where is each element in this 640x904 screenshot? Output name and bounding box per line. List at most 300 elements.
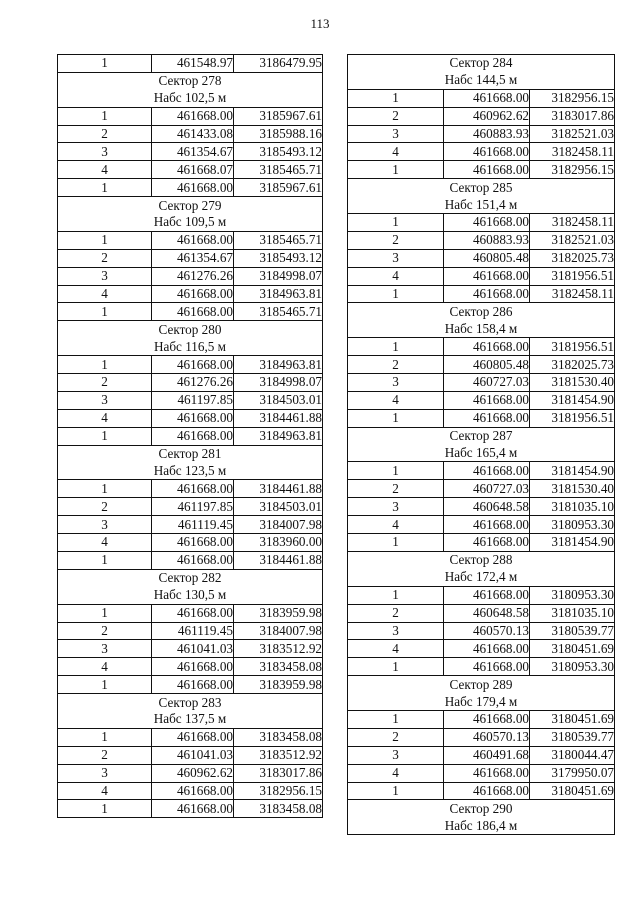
sector-header-row <box>348 179 615 196</box>
coordinate-y: 3184007.98 <box>234 516 323 534</box>
coordinate-y: 3180953.30 <box>530 658 615 676</box>
point-number: 1 <box>348 534 444 552</box>
coordinate-y: 3184963.81 <box>234 356 323 374</box>
table-row <box>58 782 323 800</box>
coordinate-x: 461668.00 <box>152 409 234 427</box>
sector-height: Набс 158,4 м <box>348 320 615 337</box>
sector-height-row <box>348 693 615 710</box>
sector-height-row <box>348 196 615 213</box>
coordinate-y: 3180953.30 <box>530 516 615 534</box>
table-row <box>58 107 323 125</box>
sector-height: Набс 179,4 м <box>348 693 615 710</box>
coordinate-x: 461668.00 <box>444 285 530 303</box>
sector-title: Сектор 287 <box>348 427 615 444</box>
coordinate-x: 461668.00 <box>152 107 234 125</box>
coordinate-x: 460727.03 <box>444 480 530 498</box>
coordinate-x: 461668.00 <box>152 480 234 498</box>
coordinate-x: 461668.00 <box>444 391 530 409</box>
coordinate-x: 461668.00 <box>152 179 234 197</box>
sector-height: Набс 144,5 м <box>348 72 615 89</box>
coordinate-x: 461668.00 <box>152 356 234 374</box>
coordinate-y: 3182521.03 <box>530 125 615 143</box>
coordinate-y: 3180539.77 <box>530 622 615 640</box>
point-number: 1 <box>348 161 444 179</box>
point-number: 3 <box>58 267 152 285</box>
coordinate-x: 461668.00 <box>444 89 530 107</box>
coordinate-y: 3179950.07 <box>530 764 615 782</box>
coordinate-y: 3183458.08 <box>234 728 323 746</box>
table-row <box>348 338 615 356</box>
coordinate-y: 3184461.88 <box>234 409 323 427</box>
table-body-right <box>348 55 615 835</box>
sector-title: Сектор 290 <box>348 800 615 817</box>
coordinate-y: 3183458.08 <box>234 658 323 676</box>
point-number: 3 <box>348 249 444 267</box>
table-row <box>58 604 323 622</box>
coordinate-x: 460648.58 <box>444 604 530 622</box>
point-number: 2 <box>348 231 444 249</box>
coordinate-x: 461668.00 <box>152 800 234 818</box>
sector-height: Набс 130,5 м <box>58 587 323 604</box>
table-row <box>58 516 323 534</box>
table-row <box>348 391 615 409</box>
coordinate-y: 3181956.51 <box>530 409 615 427</box>
coordinate-x: 460727.03 <box>444 374 530 392</box>
coordinate-y: 3185465.71 <box>234 231 323 249</box>
table-row <box>58 143 323 161</box>
table-row <box>58 800 323 818</box>
point-number: 4 <box>58 285 152 303</box>
sector-height: Набс 137,5 м <box>58 711 323 728</box>
coordinate-x: 460962.62 <box>444 107 530 125</box>
table-row <box>348 728 615 746</box>
coordinate-y: 3184503.01 <box>234 498 323 516</box>
coordinate-y: 3182025.73 <box>530 356 615 374</box>
point-number: 1 <box>348 214 444 232</box>
coordinate-x: 461668.00 <box>152 658 234 676</box>
table-row <box>348 161 615 179</box>
table-row <box>58 622 323 640</box>
sector-height: Набс 102,5 м <box>58 90 323 107</box>
coordinate-y: 3185967.61 <box>234 107 323 125</box>
sector-title: Сектор 281 <box>58 445 323 462</box>
table-row <box>348 374 615 392</box>
coordinate-x: 461668.00 <box>444 516 530 534</box>
coordinate-y: 3181530.40 <box>530 374 615 392</box>
point-number: 3 <box>58 516 152 534</box>
point-number: 3 <box>58 640 152 658</box>
sector-height-row <box>58 587 323 604</box>
table-row <box>348 604 615 622</box>
coordinate-y: 3183959.98 <box>234 676 323 694</box>
sector-height-row <box>58 462 323 479</box>
coordinate-x: 461668.00 <box>152 676 234 694</box>
table-row <box>348 640 615 658</box>
sector-title: Сектор 288 <box>348 551 615 568</box>
coordinate-x: 460805.48 <box>444 356 530 374</box>
point-number: 1 <box>58 231 152 249</box>
sector-height: Набс 165,4 м <box>348 445 615 462</box>
point-number: 4 <box>348 143 444 161</box>
coordinate-y: 3181454.90 <box>530 534 615 552</box>
sector-height-row <box>348 445 615 462</box>
table-row <box>58 55 323 73</box>
sector-height: Набс 172,4 м <box>348 569 615 586</box>
table-row <box>58 676 323 694</box>
coordinate-y: 3184007.98 <box>234 622 323 640</box>
coordinate-x: 461041.03 <box>152 640 234 658</box>
coordinate-y: 3182458.11 <box>530 214 615 232</box>
sector-header-row <box>348 55 615 72</box>
point-number: 3 <box>348 746 444 764</box>
point-number: 4 <box>348 764 444 782</box>
table-row <box>348 764 615 782</box>
sector-height-row <box>58 214 323 231</box>
table-row <box>348 746 615 764</box>
point-number: 4 <box>348 640 444 658</box>
table-row <box>348 214 615 232</box>
point-number: 1 <box>58 179 152 197</box>
point-number: 2 <box>348 107 444 125</box>
coordinate-x: 461548.97 <box>152 55 234 73</box>
page-number: 113 <box>310 16 330 31</box>
coordinate-x: 461041.03 <box>152 746 234 764</box>
sector-height-row <box>348 569 615 586</box>
coordinate-x: 461668.00 <box>444 409 530 427</box>
point-number: 1 <box>348 409 444 427</box>
point-number: 1 <box>348 285 444 303</box>
table-row <box>58 534 323 552</box>
point-number: 3 <box>58 764 152 782</box>
point-number: 2 <box>58 498 152 516</box>
point-number: 4 <box>58 534 152 552</box>
coordinate-x: 461433.08 <box>152 125 234 143</box>
coordinate-y: 3181035.10 <box>530 498 615 516</box>
coordinate-x: 460805.48 <box>444 249 530 267</box>
coordinate-x: 461668.00 <box>152 231 234 249</box>
coordinate-x: 461197.85 <box>152 498 234 516</box>
coordinate-y: 3183959.98 <box>234 604 323 622</box>
point-number: 2 <box>58 249 152 267</box>
point-number: 2 <box>58 374 152 392</box>
table-row <box>348 231 615 249</box>
coordinate-y: 3180451.69 <box>530 640 615 658</box>
coordinate-y: 3181035.10 <box>530 604 615 622</box>
table-row <box>348 622 615 640</box>
point-number: 1 <box>58 480 152 498</box>
coordinate-y: 3184963.81 <box>234 285 323 303</box>
point-number: 1 <box>58 551 152 569</box>
coordinate-x: 460648.58 <box>444 498 530 516</box>
point-number: 2 <box>348 604 444 622</box>
sector-header-row <box>348 800 615 817</box>
sector-height: Набс 151,4 м <box>348 196 615 213</box>
coordinate-x: 461119.45 <box>152 622 234 640</box>
coordinate-y: 3180539.77 <box>530 728 615 746</box>
sector-header-row <box>348 303 615 320</box>
sector-header-row <box>58 445 323 462</box>
sector-header-row <box>58 72 323 89</box>
table-row <box>348 285 615 303</box>
coordinate-x: 461668.07 <box>152 161 234 179</box>
coordinate-y: 3182956.15 <box>530 161 615 179</box>
table-row <box>348 267 615 285</box>
coordinate-y: 3180451.69 <box>530 710 615 728</box>
point-number: 3 <box>348 125 444 143</box>
sector-header-row <box>58 569 323 586</box>
coordinate-x: 461668.00 <box>444 161 530 179</box>
point-number: 1 <box>348 586 444 604</box>
point-number: 1 <box>58 800 152 818</box>
coordinate-x: 461668.00 <box>444 764 530 782</box>
point-number: 2 <box>58 746 152 764</box>
point-number: 4 <box>58 658 152 676</box>
coordinate-x: 461668.00 <box>444 640 530 658</box>
table-row <box>348 516 615 534</box>
coordinate-x: 461668.00 <box>444 143 530 161</box>
table-row <box>348 586 615 604</box>
coordinate-y: 3182956.15 <box>530 89 615 107</box>
coordinate-x: 461197.85 <box>152 391 234 409</box>
coordinate-y: 3185465.71 <box>234 161 323 179</box>
coordinate-y: 3183960.00 <box>234 534 323 552</box>
coordinate-x: 461668.00 <box>152 782 234 800</box>
coordinate-x: 461119.45 <box>152 516 234 534</box>
table-row <box>58 551 323 569</box>
coordinate-x: 461668.00 <box>152 728 234 746</box>
coordinate-y: 3184998.07 <box>234 267 323 285</box>
table-row <box>348 89 615 107</box>
coordinate-x: 461668.00 <box>444 586 530 604</box>
sector-title: Сектор 279 <box>58 197 323 214</box>
sector-height-row <box>348 817 615 834</box>
point-number: 2 <box>58 125 152 143</box>
sector-title: Сектор 280 <box>58 321 323 338</box>
coordinate-y: 3181956.51 <box>530 267 615 285</box>
table-row <box>58 728 323 746</box>
table-row <box>348 143 615 161</box>
sector-title: Сектор 285 <box>348 179 615 196</box>
coordinate-x: 461668.00 <box>444 267 530 285</box>
table-row <box>58 267 323 285</box>
coordinate-y: 3182025.73 <box>530 249 615 267</box>
table-row <box>58 303 323 321</box>
table-row <box>348 249 615 267</box>
table-row <box>58 356 323 374</box>
point-number: 1 <box>58 728 152 746</box>
coordinate-x: 461668.00 <box>152 551 234 569</box>
sector-height-row <box>348 72 615 89</box>
coordinate-y: 3180953.30 <box>530 586 615 604</box>
sector-header-row <box>58 694 323 711</box>
coordinate-y: 3183017.86 <box>234 764 323 782</box>
point-number: 2 <box>58 622 152 640</box>
sector-title: Сектор 283 <box>58 694 323 711</box>
point-number: 3 <box>348 622 444 640</box>
table-row <box>348 462 615 480</box>
coordinate-x: 461668.00 <box>444 214 530 232</box>
coordinate-y: 3185493.12 <box>234 249 323 267</box>
sector-title: Сектор 289 <box>348 676 615 693</box>
table-row <box>58 125 323 143</box>
point-number: 4 <box>58 161 152 179</box>
table-row <box>58 658 323 676</box>
table-row <box>58 391 323 409</box>
point-number: 1 <box>348 462 444 480</box>
coordinate-y: 3183512.92 <box>234 746 323 764</box>
coordinate-y: 3181454.90 <box>530 462 615 480</box>
coordinate-y: 3186479.95 <box>234 55 323 73</box>
coordinate-x: 460883.93 <box>444 125 530 143</box>
point-number: 1 <box>58 427 152 445</box>
coordinate-y: 3185967.61 <box>234 179 323 197</box>
point-number: 1 <box>58 303 152 321</box>
point-number: 4 <box>58 409 152 427</box>
point-number: 1 <box>348 782 444 800</box>
table-row <box>58 764 323 782</box>
table-row <box>58 498 323 516</box>
coordinate-x: 460883.93 <box>444 231 530 249</box>
coordinate-x: 460570.13 <box>444 728 530 746</box>
coordinate-x: 461668.00 <box>444 710 530 728</box>
coordinate-y: 3183512.92 <box>234 640 323 658</box>
point-number: 1 <box>58 676 152 694</box>
sector-height-row <box>58 711 323 728</box>
table-row <box>58 161 323 179</box>
point-number: 1 <box>58 356 152 374</box>
point-number: 3 <box>58 143 152 161</box>
sector-height-row <box>348 320 615 337</box>
point-number: 4 <box>348 516 444 534</box>
table-row <box>58 640 323 658</box>
table-row <box>348 125 615 143</box>
table-row <box>58 480 323 498</box>
table-row <box>58 746 323 764</box>
table-row <box>348 782 615 800</box>
table-body-left <box>58 55 323 818</box>
coordinate-x: 461668.00 <box>444 534 530 552</box>
coordinate-x: 461668.00 <box>152 534 234 552</box>
table-row <box>58 374 323 392</box>
coordinates-table-right <box>347 54 615 835</box>
coordinate-x: 461276.26 <box>152 374 234 392</box>
table-row <box>58 231 323 249</box>
coordinate-y: 3185465.71 <box>234 303 323 321</box>
coordinate-y: 3184503.01 <box>234 391 323 409</box>
point-number: 1 <box>348 89 444 107</box>
coordinate-y: 3180044.47 <box>530 746 615 764</box>
coordinate-x: 460491.68 <box>444 746 530 764</box>
point-number: 4 <box>348 267 444 285</box>
point-number: 3 <box>58 391 152 409</box>
point-number: 1 <box>58 604 152 622</box>
coordinate-y: 3184461.88 <box>234 551 323 569</box>
table-row <box>58 249 323 267</box>
coordinate-x: 461668.00 <box>444 658 530 676</box>
coordinate-x: 461354.67 <box>152 249 234 267</box>
sector-height: Набс 186,4 м <box>348 817 615 834</box>
table-row <box>58 285 323 303</box>
table-row <box>348 534 615 552</box>
table-row <box>58 179 323 197</box>
table-row <box>58 427 323 445</box>
coordinate-x: 461668.00 <box>152 427 234 445</box>
coordinate-y: 3183017.86 <box>530 107 615 125</box>
coordinate-y: 3181530.40 <box>530 480 615 498</box>
coordinate-x: 461354.67 <box>152 143 234 161</box>
sector-header-row <box>348 676 615 693</box>
table-row <box>348 480 615 498</box>
sector-height-row <box>58 90 323 107</box>
coordinate-x: 461668.00 <box>444 462 530 480</box>
table-row <box>348 356 615 374</box>
sector-header-row <box>348 551 615 568</box>
point-number: 3 <box>348 374 444 392</box>
coordinate-y: 3184461.88 <box>234 480 323 498</box>
sector-header-row <box>348 427 615 444</box>
sector-height: Набс 109,5 м <box>58 214 323 231</box>
table-row <box>348 409 615 427</box>
coordinate-x: 461668.00 <box>152 303 234 321</box>
coordinate-y: 3182956.15 <box>234 782 323 800</box>
coordinate-x: 460962.62 <box>152 764 234 782</box>
sector-title: Сектор 282 <box>58 569 323 586</box>
coordinate-y: 3182458.11 <box>530 143 615 161</box>
point-number: 4 <box>348 391 444 409</box>
point-number: 2 <box>348 356 444 374</box>
table-row <box>348 498 615 516</box>
sector-height: Набс 123,5 м <box>58 462 323 479</box>
point-number: 1 <box>348 658 444 676</box>
table-row <box>348 107 615 125</box>
point-number: 3 <box>348 498 444 516</box>
coordinate-y: 3181956.51 <box>530 338 615 356</box>
sector-height-row <box>58 338 323 355</box>
coordinate-y: 3181454.90 <box>530 391 615 409</box>
coordinate-y: 3184998.07 <box>234 374 323 392</box>
coordinate-x: 461668.00 <box>152 604 234 622</box>
point-number: 4 <box>58 782 152 800</box>
sector-header-row <box>58 321 323 338</box>
point-number: 1 <box>58 107 152 125</box>
coordinate-y: 3182458.11 <box>530 285 615 303</box>
coordinate-x: 461668.00 <box>444 782 530 800</box>
sector-header-row <box>58 197 323 214</box>
coordinate-y: 3183458.08 <box>234 800 323 818</box>
table-row <box>348 658 615 676</box>
coordinates-table-left <box>57 54 323 818</box>
coordinate-x: 460570.13 <box>444 622 530 640</box>
coordinate-y: 3180451.69 <box>530 782 615 800</box>
point-number: 1 <box>58 55 152 73</box>
coordinate-x: 461668.00 <box>152 285 234 303</box>
coordinate-y: 3182521.03 <box>530 231 615 249</box>
coordinate-x: 461276.26 <box>152 267 234 285</box>
coordinate-y: 3185988.16 <box>234 125 323 143</box>
point-number: 1 <box>348 338 444 356</box>
coordinate-y: 3185493.12 <box>234 143 323 161</box>
table-row <box>58 409 323 427</box>
sector-height: Набс 116,5 м <box>58 338 323 355</box>
point-number: 2 <box>348 728 444 746</box>
point-number: 1 <box>348 710 444 728</box>
sector-title: Сектор 286 <box>348 303 615 320</box>
table-row <box>348 710 615 728</box>
sector-title: Сектор 278 <box>58 72 323 89</box>
coordinate-y: 3184963.81 <box>234 427 323 445</box>
point-number: 2 <box>348 480 444 498</box>
coordinate-x: 461668.00 <box>444 338 530 356</box>
